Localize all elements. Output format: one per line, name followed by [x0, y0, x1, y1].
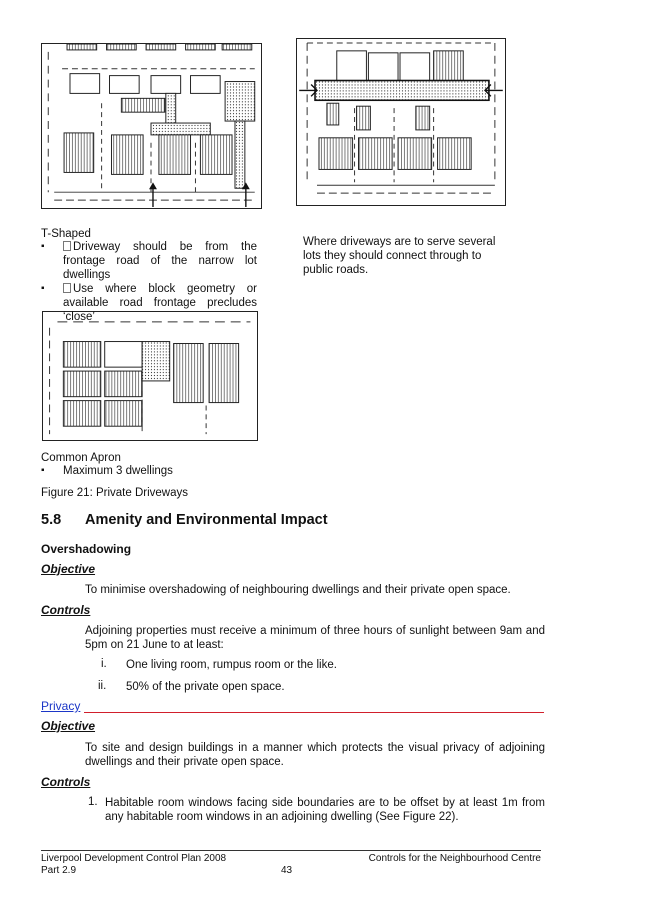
- figure-t-shaped-plan: [41, 43, 262, 209]
- privacy-heading: Privacy: [41, 699, 81, 713]
- common-apron-bullet-list: [41, 464, 257, 478]
- checkbox-glyph-icon: [63, 241, 71, 251]
- figure-through-driveway-plan: [296, 38, 506, 206]
- overshadowing-controls-text: Adjoining properties must receive a minimum of three hours of sunlight between 9am and 5pm on 21 June to at least:: [85, 625, 545, 651]
- list-item: ▪ Driveway should be from the frontage road of the narrow lot dwellings: [41, 240, 257, 282]
- list-item-text: Habitable room windows facing side boundaries are to be offset by at least 1m from any habitable room windows in an adjoining dwelling (See Figure 22).: [105, 797, 545, 823]
- common-apron-caption-title: Common Apron: [41, 452, 121, 464]
- privacy-change-marker-line: [84, 712, 544, 713]
- list-item-text: 50% of the private open space.: [126, 681, 285, 693]
- through-driveway-drawing: [297, 39, 505, 205]
- overshadowing-objective-text: To minimise overshadowing of neighbouring dwellings and their private open space.: [85, 584, 511, 596]
- footer-section-title: Controls for the Neighbourhood Centre: [368, 853, 541, 864]
- list-item: ▪ Maximum 3 dwellings: [41, 464, 257, 478]
- section-number: 5.8: [41, 512, 62, 528]
- footer-rule: [41, 850, 541, 851]
- page-number: 43: [281, 865, 293, 876]
- overshadowing-heading: Overshadowing: [41, 542, 132, 556]
- checkbox-glyph-icon: [63, 283, 71, 293]
- list-item-number: i.: [101, 658, 107, 670]
- common-apron-drawing: [43, 312, 257, 440]
- privacy-objective-text: To site and design buildings in a manner which protects the visual privacy of adjoining dwellings and their private open space.: [85, 742, 545, 768]
- list-item: ▪ Use where block geometry or available road frontage precludes ‘close’: [41, 282, 257, 324]
- figure-common-apron-plan: [42, 311, 258, 441]
- footer-document-title: Liverpool Development Control Plan 2008: [41, 853, 227, 864]
- overshadowing-controls-label: Controls: [41, 603, 91, 617]
- t-shaped-bullet-list: [41, 240, 257, 324]
- privacy-controls-label: Controls: [41, 775, 91, 789]
- t-shaped-caption-title: T-Shaped: [41, 228, 91, 240]
- t-shaped-plan-drawing: [42, 44, 261, 208]
- list-item-number: ii.: [98, 680, 107, 692]
- list-item-number: 1.: [88, 796, 98, 808]
- figure-label: Figure 21: Private Driveways: [41, 487, 188, 499]
- section-title: Amenity and Environmental Impact: [85, 512, 328, 528]
- overshadowing-objective-label: Objective: [41, 562, 96, 576]
- footer-part: Part 2.9: [41, 865, 77, 876]
- privacy-objective-label: Objective: [41, 719, 96, 733]
- through-driveway-caption: Where driveways are to serve several lots they should connect through to public roads.: [303, 236, 496, 276]
- list-item-text: One living room, rumpus room or the like.: [126, 659, 337, 671]
